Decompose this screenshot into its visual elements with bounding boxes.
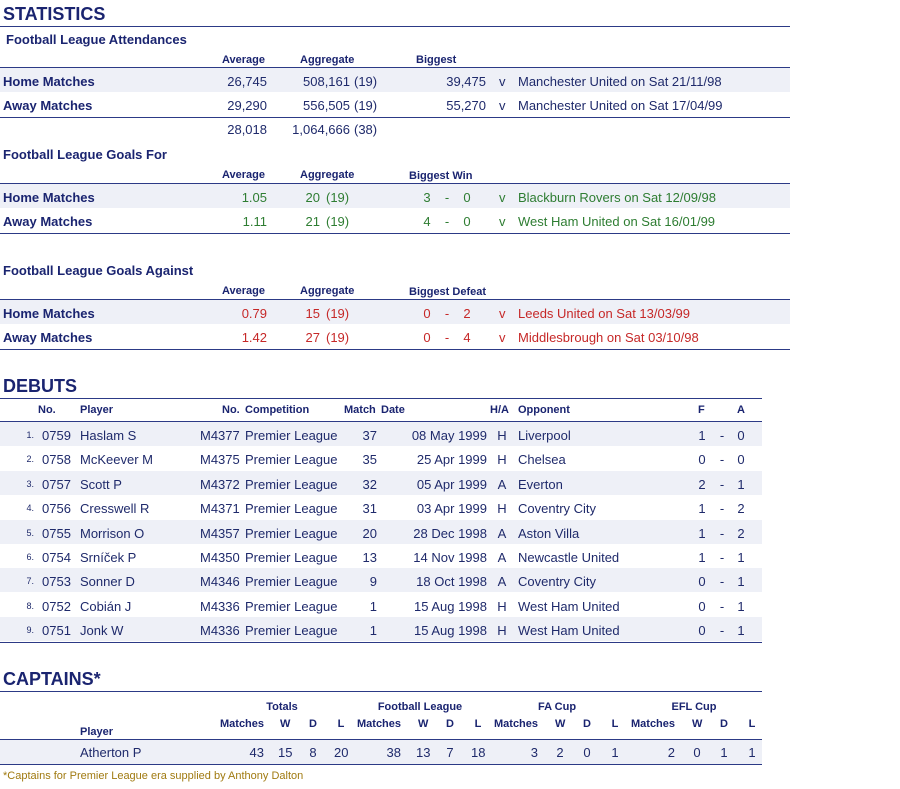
games-value: (19) bbox=[354, 98, 378, 113]
score-dash: - bbox=[444, 306, 450, 321]
col-aggregate: Aggregate bbox=[300, 54, 355, 66]
debut-number: 0751 bbox=[42, 623, 71, 639]
score-dash: - bbox=[719, 476, 725, 492]
debut-number: 0756 bbox=[42, 501, 71, 517]
col-biggest: Biggest bbox=[416, 54, 457, 66]
col-ha: H/A bbox=[490, 404, 509, 416]
home-away: A bbox=[497, 476, 507, 492]
biggest-detail: West Ham United on Sat 16/01/99 bbox=[518, 214, 716, 229]
match-value: 9 bbox=[369, 574, 377, 590]
versus: v bbox=[499, 306, 506, 321]
group-totals: Totals bbox=[266, 701, 298, 713]
score-dash: - bbox=[719, 428, 725, 443]
total-average: 28,018 bbox=[227, 122, 267, 137]
match-date: 05 Apr 1999 bbox=[416, 476, 487, 492]
total-aggregate: 1,064,666 bbox=[292, 122, 350, 137]
match-value: 13 bbox=[362, 550, 377, 565]
player-name: Jonk W bbox=[80, 623, 124, 639]
col-wins: W bbox=[692, 718, 703, 730]
divider bbox=[0, 26, 790, 27]
versus: v bbox=[499, 330, 506, 345]
col-average: Average bbox=[222, 285, 266, 297]
biggest-detail: Manchester United on Sat 17/04/99 bbox=[518, 98, 723, 113]
captains-title: CAPTAINS* bbox=[3, 669, 101, 689]
home-away: H bbox=[497, 452, 507, 468]
match-date: 15 Aug 1998 bbox=[413, 623, 487, 639]
score-dash: - bbox=[719, 525, 725, 541]
home-away: H bbox=[497, 598, 507, 614]
score-against: 1 bbox=[737, 623, 745, 639]
match-value: 1 bbox=[369, 598, 377, 614]
match-date: 28 Dec 1998 bbox=[413, 525, 487, 541]
col-biggest-win: Biggest Win bbox=[409, 170, 473, 182]
captain-wins: 0 bbox=[693, 745, 701, 760]
competition: Premier League bbox=[245, 525, 338, 541]
row-index: 3. bbox=[26, 478, 34, 489]
col-losses: L bbox=[337, 718, 345, 730]
score-dash: - bbox=[719, 501, 725, 517]
score-against: 2 bbox=[463, 306, 471, 321]
home-away: H bbox=[497, 623, 507, 639]
goals-for-title: Football League Goals For bbox=[3, 147, 167, 162]
goals-against-title: Football League Goals Against bbox=[3, 263, 194, 278]
player-name: Cobián J bbox=[80, 598, 132, 614]
col-debut-no: No. bbox=[38, 404, 56, 416]
score-for: 1 bbox=[698, 501, 706, 517]
match-number: M4350 bbox=[200, 550, 240, 565]
group-efl-cup: EFL Cup bbox=[671, 701, 717, 713]
captain-draws: 0 bbox=[583, 745, 591, 760]
average-value: 1.42 bbox=[241, 330, 267, 345]
biggest-detail: Leeds United on Sat 13/03/99 bbox=[518, 306, 691, 321]
score-dash: - bbox=[444, 330, 450, 345]
col-losses: L bbox=[748, 718, 756, 730]
row-index: 6. bbox=[26, 552, 34, 562]
home-away: A bbox=[497, 574, 507, 590]
home-away: H bbox=[497, 428, 507, 443]
row-index: 4. bbox=[26, 503, 34, 514]
col-draws: D bbox=[720, 718, 728, 730]
score-dash: - bbox=[719, 623, 725, 639]
score-for: 1 bbox=[698, 525, 706, 541]
divider bbox=[0, 233, 790, 234]
score-for: 1 bbox=[698, 428, 706, 443]
col-player: Player bbox=[80, 404, 114, 416]
home-away: A bbox=[497, 525, 507, 541]
match-date: 15 Aug 1998 bbox=[413, 598, 487, 614]
player-name: Cresswell R bbox=[80, 501, 150, 517]
score-against: 1 bbox=[737, 574, 745, 590]
competition: Premier League bbox=[245, 623, 338, 639]
match-value: 37 bbox=[362, 428, 377, 443]
player-name: Srníček P bbox=[80, 550, 137, 565]
divider bbox=[0, 642, 762, 643]
games-value: (19) bbox=[326, 306, 350, 321]
biggest-detail: Middlesbrough on Sat 03/10/98 bbox=[518, 330, 699, 345]
col-competition: Competition bbox=[245, 404, 310, 416]
biggest-detail: Manchester United on Sat 21/11/98 bbox=[518, 74, 722, 89]
score-for: 3 bbox=[423, 190, 431, 205]
competition: Premier League bbox=[245, 550, 338, 565]
opponent: Coventry City bbox=[518, 574, 597, 590]
average-value: 1.05 bbox=[241, 190, 267, 205]
opponent: Newcastle United bbox=[518, 550, 620, 565]
col-matches: Matches bbox=[220, 718, 265, 730]
col-match: Match bbox=[344, 404, 376, 416]
col-matches: Matches bbox=[494, 718, 539, 730]
col-matches: Matches bbox=[631, 718, 676, 730]
row-label: Home Matches bbox=[3, 74, 95, 89]
aggregate-value: 15 bbox=[305, 306, 320, 321]
opponent: Coventry City bbox=[518, 501, 597, 517]
debut-number: 0755 bbox=[42, 525, 71, 541]
captain-draws: 7 bbox=[446, 745, 454, 760]
row-label: Away Matches bbox=[3, 98, 93, 113]
opponent: Chelsea bbox=[518, 452, 566, 468]
aggregate-value: 20 bbox=[305, 190, 320, 205]
player-name: Haslam S bbox=[80, 428, 137, 443]
aggregate-value: 21 bbox=[305, 214, 320, 229]
col-matches: Matches bbox=[357, 718, 402, 730]
captain-matches: 38 bbox=[386, 745, 401, 760]
captain-losses: 20 bbox=[334, 745, 349, 760]
versus: v bbox=[499, 74, 506, 89]
col-draws: D bbox=[309, 718, 317, 730]
col-against: A bbox=[737, 404, 745, 416]
row-index: 2. bbox=[26, 454, 34, 465]
col-aggregate: Aggregate bbox=[300, 285, 355, 297]
statistics-title: STATISTICS bbox=[3, 4, 106, 24]
score-dash: - bbox=[719, 452, 725, 468]
col-date: Date bbox=[381, 404, 405, 416]
opponent: West Ham United bbox=[518, 598, 620, 614]
score-against: 0 bbox=[463, 214, 471, 229]
score-for: 1 bbox=[698, 550, 706, 565]
match-date: 18 Oct 1998 bbox=[416, 574, 487, 590]
games-value: (19) bbox=[326, 190, 350, 205]
divider bbox=[0, 117, 790, 118]
col-average: Average bbox=[222, 169, 266, 181]
divider bbox=[0, 764, 762, 765]
games-value: (19) bbox=[326, 330, 350, 345]
score-for: 0 bbox=[423, 330, 431, 345]
divider bbox=[0, 349, 790, 350]
captain-draws: 8 bbox=[309, 745, 317, 760]
col-draws: D bbox=[583, 718, 591, 730]
player-name: McKeever M bbox=[80, 452, 153, 468]
score-for: 2 bbox=[698, 476, 706, 492]
score-for: 0 bbox=[698, 574, 706, 590]
opponent: Everton bbox=[518, 476, 563, 492]
debut-number: 0752 bbox=[42, 598, 71, 614]
col-biggest-defeat: Biggest Defeat bbox=[409, 286, 487, 298]
score-for: 0 bbox=[423, 306, 431, 321]
match-number: M4346 bbox=[200, 574, 240, 590]
opponent: Liverpool bbox=[518, 428, 571, 443]
score-dash: - bbox=[719, 574, 725, 590]
col-wins: W bbox=[555, 718, 566, 730]
match-date: 03 Apr 1999 bbox=[416, 501, 487, 517]
row-index: 5. bbox=[26, 527, 34, 538]
player-name: Sonner D bbox=[80, 574, 135, 590]
captain-wins: 2 bbox=[556, 745, 564, 760]
biggest-detail: Blackburn Rovers on Sat 12/09/98 bbox=[518, 190, 717, 205]
match-value: 32 bbox=[362, 476, 377, 492]
player-name: Morrison O bbox=[80, 525, 145, 541]
score-against: 2 bbox=[737, 501, 745, 517]
aggregate-value: 27 bbox=[305, 330, 320, 345]
group-league: Football League bbox=[377, 701, 463, 713]
score-for: 0 bbox=[698, 452, 706, 468]
divider bbox=[0, 398, 762, 399]
match-number: M4336 bbox=[200, 623, 240, 639]
col-for: F bbox=[698, 404, 705, 416]
row-index: 8. bbox=[26, 600, 34, 611]
col-wins: W bbox=[280, 718, 291, 730]
opponent: West Ham United bbox=[518, 623, 620, 639]
match-date: 08 May 1999 bbox=[411, 428, 487, 443]
score-for: 0 bbox=[698, 598, 706, 614]
row-label: Away Matches bbox=[3, 330, 93, 345]
competition: Premier League bbox=[245, 428, 338, 443]
row-label: Home Matches bbox=[3, 306, 95, 321]
match-number: M4371 bbox=[200, 501, 240, 517]
score-against: 2 bbox=[737, 525, 745, 541]
score-dash: - bbox=[719, 550, 725, 565]
captain-losses: 1 bbox=[748, 745, 756, 760]
aggregate-value: 556,505 bbox=[303, 98, 350, 113]
home-away: A bbox=[497, 550, 507, 565]
score-against: 0 bbox=[463, 190, 471, 205]
games-value: (19) bbox=[326, 214, 350, 229]
col-match-no: No. bbox=[222, 404, 240, 416]
opponent: Aston Villa bbox=[518, 525, 580, 541]
match-value: 20 bbox=[362, 525, 377, 541]
attendances-title: Football League Attendances bbox=[6, 32, 187, 47]
competition: Premier League bbox=[245, 598, 338, 614]
col-losses: L bbox=[474, 718, 482, 730]
debuts-title: DEBUTS bbox=[3, 376, 78, 396]
average-value: 0.79 bbox=[241, 306, 267, 321]
row-label: Home Matches bbox=[3, 190, 95, 205]
competition: Premier League bbox=[245, 452, 338, 468]
score-for: 0 bbox=[698, 623, 706, 639]
debut-number: 0759 bbox=[42, 428, 71, 443]
versus: v bbox=[499, 98, 506, 113]
divider bbox=[0, 691, 762, 692]
debut-number: 0757 bbox=[42, 476, 71, 492]
home-away: H bbox=[497, 501, 507, 517]
row-index: 7. bbox=[26, 576, 34, 587]
debut-number: 0758 bbox=[42, 452, 71, 468]
match-value: 35 bbox=[362, 452, 377, 468]
captain-matches: 43 bbox=[249, 745, 264, 760]
match-number: M4357 bbox=[200, 525, 240, 541]
debut-number: 0754 bbox=[42, 550, 71, 565]
captain-draws: 1 bbox=[720, 745, 728, 760]
score-dash: - bbox=[719, 598, 725, 614]
player-name: Scott P bbox=[80, 476, 122, 492]
captain-player: Atherton P bbox=[80, 745, 142, 760]
match-number: M4375 bbox=[200, 452, 240, 468]
score-against: 1 bbox=[737, 550, 745, 565]
col-captain-player: Player bbox=[80, 726, 114, 738]
competition: Premier League bbox=[245, 501, 338, 517]
group-fa-cup: FA Cup bbox=[537, 701, 577, 713]
col-opponent: Opponent bbox=[518, 404, 570, 416]
captain-matches: 2 bbox=[667, 745, 675, 760]
average-value: 1.11 bbox=[242, 214, 267, 229]
biggest-value: 55,270 bbox=[446, 98, 486, 113]
versus: v bbox=[499, 190, 506, 205]
score-dash: - bbox=[444, 214, 450, 229]
score-dash: - bbox=[444, 190, 450, 205]
col-draws: D bbox=[446, 718, 454, 730]
captain-wins: 15 bbox=[278, 745, 293, 760]
match-value: 1 bbox=[369, 623, 377, 639]
row-index: 1. bbox=[26, 430, 34, 440]
match-number: M4377 bbox=[200, 428, 240, 443]
match-date: 25 Apr 1999 bbox=[416, 452, 487, 468]
biggest-value: 39,475 bbox=[446, 74, 486, 89]
captain-losses: 1 bbox=[611, 745, 619, 760]
col-losses: L bbox=[611, 718, 619, 730]
score-against: 0 bbox=[737, 452, 745, 468]
games-value: (19) bbox=[354, 74, 378, 89]
competition: Premier League bbox=[245, 574, 338, 590]
score-against: 1 bbox=[737, 476, 745, 492]
versus: v bbox=[499, 214, 506, 229]
score-against: 0 bbox=[737, 428, 745, 443]
total-games: (38) bbox=[354, 122, 378, 137]
match-value: 31 bbox=[362, 501, 377, 517]
score-against: 4 bbox=[463, 330, 471, 345]
row-index: 9. bbox=[26, 625, 34, 636]
captains-note: *Captains for Premier League era supplied by Anthony Dalton bbox=[3, 770, 304, 782]
average-value: 26,745 bbox=[227, 74, 267, 89]
captain-losses: 18 bbox=[471, 745, 486, 760]
score-against: 1 bbox=[737, 598, 745, 614]
competition: Premier League bbox=[245, 476, 338, 492]
col-average: Average bbox=[222, 54, 266, 66]
col-aggregate: Aggregate bbox=[300, 169, 355, 181]
match-number: M4336 bbox=[200, 598, 240, 614]
captain-matches: 3 bbox=[530, 745, 538, 760]
row-label: Away Matches bbox=[3, 214, 93, 229]
aggregate-value: 508,161 bbox=[303, 74, 350, 89]
match-date: 14 Nov 1998 bbox=[413, 550, 487, 565]
score-for: 4 bbox=[423, 214, 431, 229]
captain-wins: 13 bbox=[416, 745, 431, 760]
average-value: 29,290 bbox=[227, 98, 267, 113]
debut-number: 0753 bbox=[42, 574, 71, 590]
match-number: M4372 bbox=[200, 476, 240, 492]
col-wins: W bbox=[418, 718, 429, 730]
